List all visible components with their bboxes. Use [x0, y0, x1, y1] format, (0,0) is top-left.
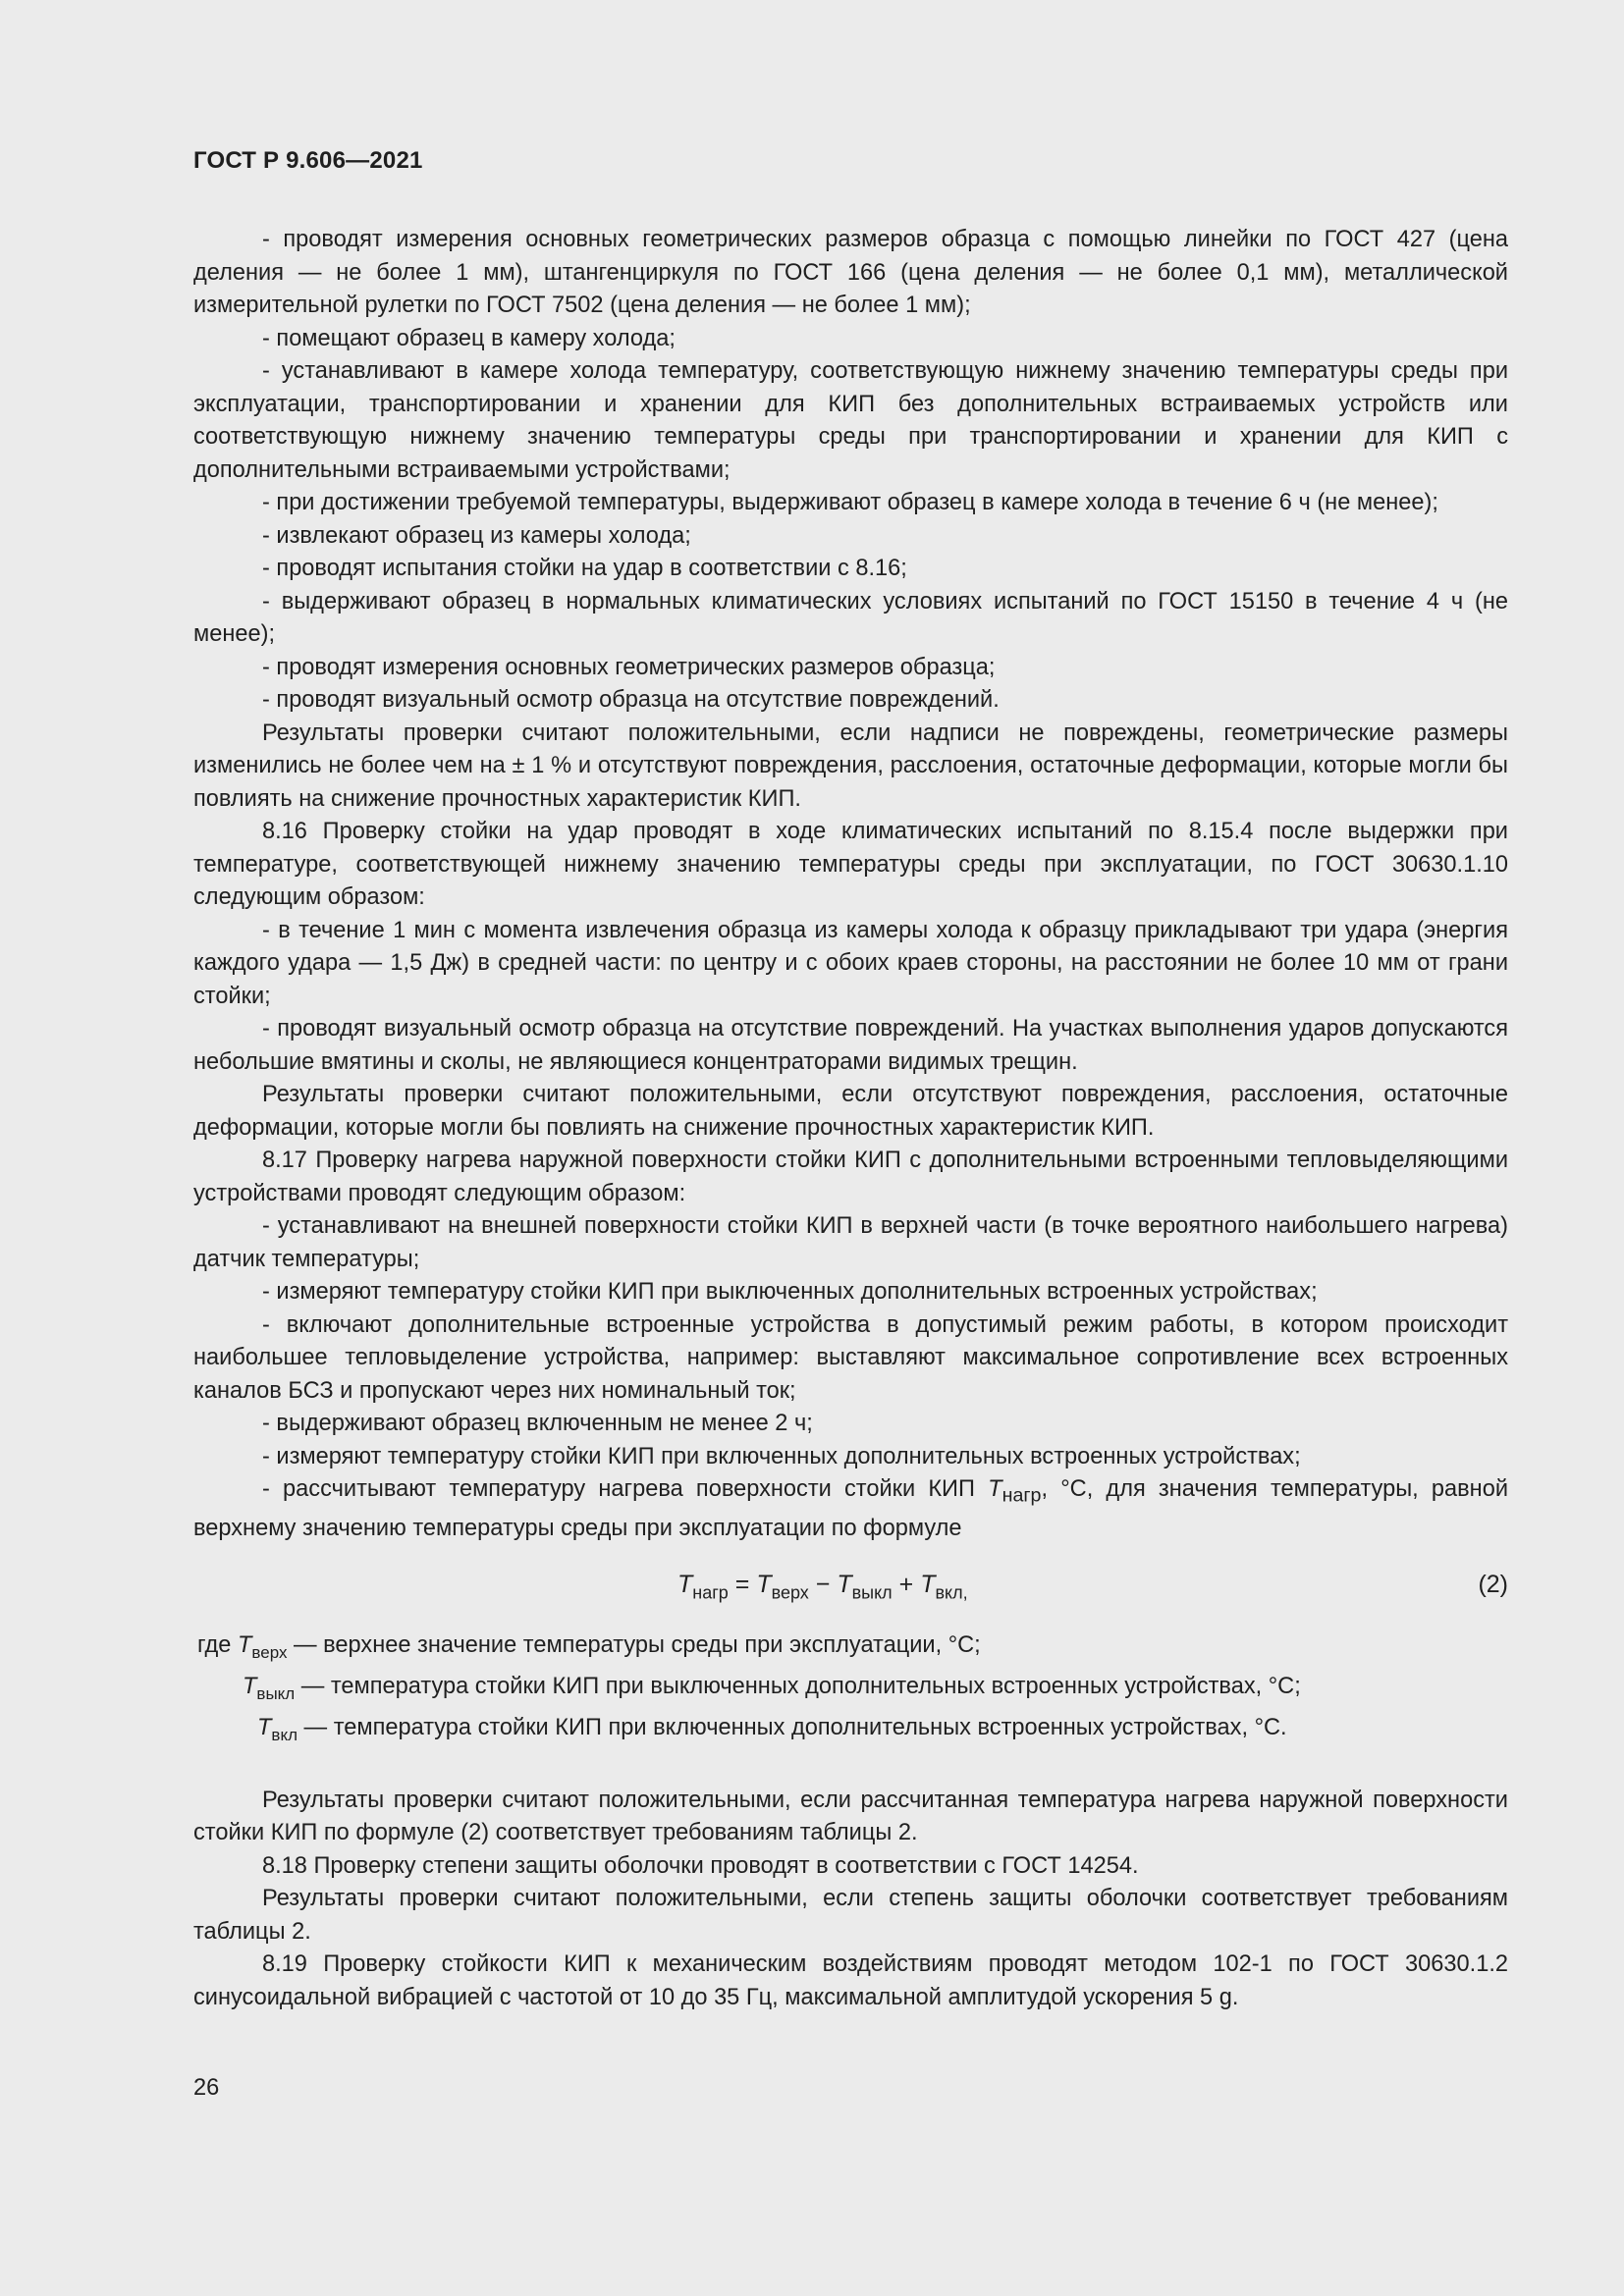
section-8-18-paragraph: 8.18 Проверку степени защиты оболочки проводят в соответствии с ГОСТ 14254. — [262, 1852, 1139, 1879]
list-item: - устанавливают в камере холода температуру, соответствующую нижнему значению температуры среды при эксплуатации, транспортировании и хранении для КИП без дополнительных встраиваемых устройств или соответствующую нижнему значению температуры среды при транспортировании и хранении для КИП с дополнительными встраиваемыми устройствами; — [193, 358, 1508, 483]
section-8-16-paragraph: 8.16 Проверку стойки на удар проводят в ходе климатических испытаний по 8.15.4 после выдержки при температуре, соответствующей нижнему значению температуры среды при эксплуатации, по ГОСТ 30630.1.10 следующим образом: — [193, 819, 1508, 910]
result-paragraph: Результаты проверки считают положительными, если степень защиты оболочки соответствует требованиям таблицы 2. — [193, 1886, 1508, 1945]
document-body — [193, 224, 1508, 2014]
calc-variable-subscript: нагр — [1001, 1484, 1042, 1507]
formula-number: (2) — [1478, 1570, 1508, 1598]
list-item: - выдерживают образец в нормальных климатических условиях испытаний по ГОСТ 15150 в течение 4 ч (не менее); — [193, 588, 1508, 647]
where-var: T — [243, 1673, 257, 1699]
list-item: - в течение 1 мин с момента извлечения образца из камеры холода к образцу прикладывают три удара (энергия каждого удара — 1,5 Дж) в средней части: по центру и с обоих краев стороны, на расстоянии не более 10 мм от грани стойки; — [193, 917, 1508, 1009]
formula-equals: = — [734, 1570, 750, 1598]
where-line — [193, 1711, 1508, 1752]
section-8-17-paragraph: 8.17 Проверку нагрева наружной поверхности стойки КИП с дополнительными встроенными тепловыделяющими устройствами проводят следующим образом: — [193, 1148, 1508, 1206]
where-word: где — [197, 1631, 232, 1658]
result-paragraph: Результаты проверки считают положительными, если рассчитанная температура нагрева наружной поверхности стойки КИП по формуле (2) соответствует требованиям таблицы 2. — [193, 1787, 1508, 1846]
where-var: T — [238, 1631, 252, 1658]
result-paragraph: Результаты проверки считают положительными, если отсутствуют повреждения, расслоения, остаточные деформации, которые могли бы повлиять на снижение прочностных характеристик КИП. — [193, 1082, 1508, 1141]
where-sub: вкл — [271, 1725, 298, 1744]
list-item: - проводят визуальный осмотр образца на отсутствие повреждений. — [262, 687, 1000, 713]
where-sub: верх — [251, 1642, 288, 1662]
list-item: - включают дополнительные встроенные устройства в допустимый режим работы, в котором происходит наибольшее тепловыделение устройства, например: выставляют максимальное сопротивление всех встроенных каналов БСЗ и пропускают через них номинальный ток; — [193, 1311, 1508, 1404]
standard-header: ГОСТ Р 9.606—2021 — [193, 147, 423, 174]
section-8-19-paragraph: 8.19 Проверку стойкости КИП к механическим воздействиям проводят методом 102-1 по ГОСТ 30630.1.2 синусоидальной вибрацией с частотой от 10 до 35 Гц, максимальной амплитудой ускорения 5 g. — [193, 1951, 1508, 2010]
list-item: - при достижении требуемой температуры, выдерживают образец в камере холода в течение 6 ч (не менее); — [262, 490, 1438, 515]
formula-t3-sub: вкл, — [935, 1582, 968, 1603]
where-var: T — [257, 1714, 272, 1740]
list-item: - помещают образец в камеру холода; — [262, 325, 676, 351]
formula-lhs-var: T — [677, 1570, 693, 1598]
formula-t3-var: T — [920, 1570, 936, 1598]
list-item: - извлекают образец из камеры холода; — [262, 522, 691, 549]
list-item: - устанавливают на внешней поверхности стойки КИП в верхней части (в точке вероятного наибольшего нагрева) датчик температуры; — [193, 1213, 1508, 1272]
formula-row — [193, 1569, 1508, 1609]
formula-t2-sub: выкл — [851, 1582, 893, 1603]
calc-text-after: , °С, для значения температуры, равной верхнему значению температуры среды при эксплуатации по формуле — [193, 1476, 1508, 1542]
calc-paragraph — [193, 1473, 1508, 1546]
formula-t1-var: T — [756, 1570, 772, 1598]
formula-t2-var: T — [837, 1570, 852, 1598]
result-paragraph: Результаты проверки считают положительными, если надписи не повреждены, геометрические размеры изменились не более чем на ± 1 % и отсутствуют повреждения, расслоения, остаточные деформации, которые могли бы повлиять на снижение прочностных характеристик КИП. — [193, 720, 1508, 812]
list-item: - проводят испытания стойки на удар в соответствии с 8.16; — [262, 556, 907, 581]
where-desc: — верхнее значение температуры среды при эксплуатации, °С; — [287, 1631, 981, 1658]
formula-2 — [677, 1569, 968, 1610]
formula-minus: − — [815, 1570, 831, 1598]
where-desc: — температура стойки КИП при выключенных дополнительных встроенных устройствах, °С; — [295, 1673, 1301, 1699]
where-desc: — температура стойки КИП при включенных дополнительных встроенных устройствах, °С. — [297, 1714, 1287, 1740]
where-line — [193, 1670, 1508, 1711]
calc-variable: T — [988, 1476, 1002, 1502]
list-item: - проводят измерения основных геометрических размеров образца; — [262, 654, 996, 680]
formula-lhs-sub: нагр — [692, 1582, 729, 1603]
calc-text-before: - рассчитывают температуру нагрева поверхности стойки КИП — [262, 1476, 989, 1502]
where-block — [193, 1629, 1508, 1752]
list-item: - проводят визуальный осмотр образца на отсутствие повреждений. На участках выполнения ударов допускаются небольшие вмятины и сколы, не являющиеся концентраторами видимых трещин. — [193, 1016, 1508, 1075]
list-item: - проводят измерения основных геометрических размеров образца с помощью линейки по ГОСТ 427 (цена деления — не более 1 мм), штангенциркуля по ГОСТ 166 (цена деления — не более 0,1 мм), металлической измерительной рулетки по ГОСТ 7502 (цена деления — не более 1 мм); — [193, 227, 1508, 318]
list-item: - измеряют температуру стойки КИП при включенных дополнительных встроенных устройствах; — [262, 1443, 1301, 1469]
where-line — [193, 1629, 1508, 1670]
page-number: 26 — [193, 2075, 220, 2101]
formula-plus: + — [898, 1570, 914, 1598]
list-item: - измеряют температуру стойки КИП при выключенных дополнительных встроенных устройствах; — [262, 1279, 1318, 1305]
formula-t1-sub: верх — [771, 1582, 809, 1603]
where-sub: выкл — [256, 1683, 296, 1703]
list-item: - выдерживают образец включенным не менее 2 ч; — [262, 1411, 813, 1436]
